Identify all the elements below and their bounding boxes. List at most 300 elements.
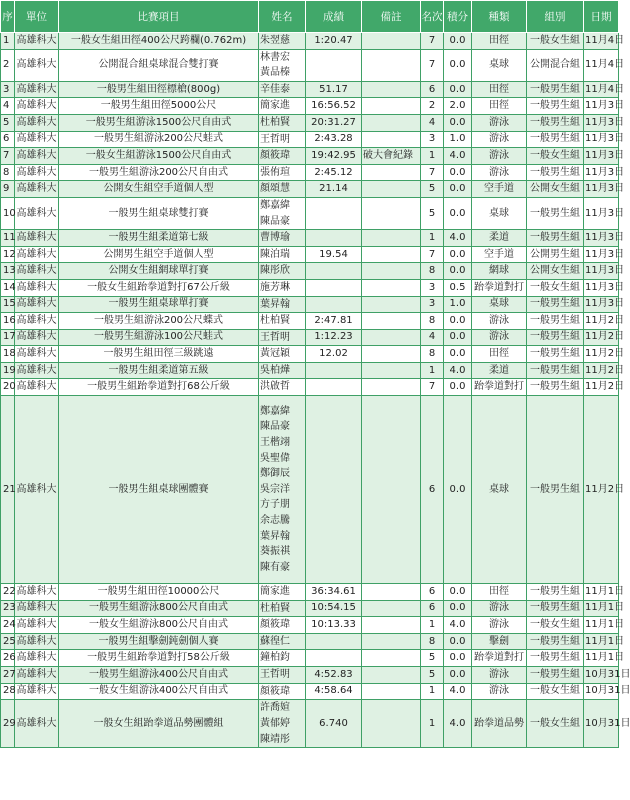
note-cell (362, 49, 421, 81)
table-row (1, 279, 619, 296)
kind-cell: 游泳 (472, 617, 527, 634)
unit-cell: 高雄科大 (15, 346, 59, 363)
header-group: 組別 (527, 1, 584, 33)
event-cell: 一般男生組游泳400公尺自由式 (59, 667, 259, 684)
kind-cell: 跆拳道對打 (472, 279, 527, 296)
result-cell: 10:13.33 (306, 617, 362, 634)
name-cell (259, 683, 306, 700)
kind-cell: 游泳 (472, 164, 527, 181)
unit-cell: 高雄科大 (15, 81, 59, 98)
note-cell (362, 329, 421, 346)
table-row (1, 98, 619, 115)
header-rank: 名次 (421, 1, 444, 33)
table-row (1, 181, 619, 198)
group-cell: 一般男生組 (527, 362, 584, 379)
header-row (1, 1, 619, 33)
group-cell: 一般女生組 (527, 700, 584, 748)
unit-cell: 高雄科大 (15, 600, 59, 617)
athlete-name: 林書宏 (260, 51, 290, 63)
note-cell (362, 279, 421, 296)
rank-cell: 5 (421, 197, 444, 229)
table-row (1, 683, 619, 700)
event-cell: 一般女生組游泳800公尺自由式 (59, 617, 259, 634)
points-cell: 4.0 (444, 700, 472, 748)
rank-cell: 1 (421, 362, 444, 379)
result-cell (306, 279, 362, 296)
athlete-name: 鄭嘉緯 (260, 405, 290, 417)
points-cell: 0.5 (444, 279, 472, 296)
date-cell: 11月2日 (584, 362, 619, 379)
unit-cell: 高雄科大 (15, 98, 59, 115)
seq-cell: 14 (1, 279, 15, 296)
group-cell: 一般男生組 (527, 98, 584, 115)
seq-cell: 17 (1, 329, 15, 346)
name-cell (259, 181, 306, 198)
rank-cell: 8 (421, 346, 444, 363)
note-cell (362, 362, 421, 379)
unit-cell: 高雄科大 (15, 584, 59, 601)
event-cell: 一般男生組田徑10000公尺 (59, 584, 259, 601)
rank-cell: 7 (421, 246, 444, 263)
note-cell (362, 600, 421, 617)
rank-cell: 6 (421, 600, 444, 617)
rank-cell: 6 (421, 584, 444, 601)
date-cell: 11月3日 (584, 98, 619, 115)
rank-cell: 3 (421, 279, 444, 296)
points-cell: 0.0 (444, 49, 472, 81)
kind-cell: 游泳 (472, 131, 527, 148)
table-row (1, 33, 619, 50)
note-cell: 破大會紀錄 (362, 148, 421, 165)
seq-cell: 6 (1, 131, 15, 148)
points-cell: 0.0 (444, 584, 472, 601)
group-cell: 一般女生組 (527, 279, 584, 296)
result-cell (306, 396, 362, 584)
event-cell: 一般男生組桌球單打賽 (59, 296, 259, 313)
table-row (1, 131, 619, 148)
seq-cell: 9 (1, 181, 15, 198)
rank-cell: 7 (421, 33, 444, 50)
unit-cell: 高雄科大 (15, 379, 59, 396)
date-cell: 11月2日 (584, 379, 619, 396)
kind-cell: 空手道 (472, 181, 527, 198)
date-cell: 11月1日 (584, 650, 619, 667)
points-cell: 0.0 (444, 246, 472, 263)
group-cell: 一般男生組 (527, 346, 584, 363)
seq-cell: 15 (1, 296, 15, 313)
date-cell: 11月1日 (584, 633, 619, 650)
seq-cell: 12 (1, 246, 15, 263)
seq-cell: 5 (1, 114, 15, 131)
date-cell: 11月3日 (584, 197, 619, 229)
kind-cell: 游泳 (472, 600, 527, 617)
unit-cell: 高雄科大 (15, 650, 59, 667)
group-cell: 一般男生組 (527, 584, 584, 601)
group-cell: 一般男生組 (527, 396, 584, 584)
kind-cell: 網球 (472, 263, 527, 280)
seq-cell: 29 (1, 700, 15, 748)
result-cell (306, 230, 362, 247)
unit-cell: 高雄科大 (15, 148, 59, 165)
results-body (1, 33, 630, 748)
points-cell: 0.0 (444, 633, 472, 650)
event-cell: 一般男生組田徑標槍(800g) (59, 81, 259, 98)
result-cell: 2:47.81 (306, 313, 362, 330)
table-row (1, 49, 619, 81)
table-row (1, 81, 619, 98)
event-cell: 一般男生組游泳800公尺自由式 (59, 600, 259, 617)
result-cell (306, 633, 362, 650)
unit-cell: 高雄科大 (15, 700, 59, 748)
athlete-name: 顏筱瑋 (260, 150, 290, 162)
seq-cell: 18 (1, 346, 15, 363)
athlete-name: 葉昇翰 (260, 298, 290, 310)
athlete-name: 蘇徨仁 (260, 635, 290, 647)
seq-cell: 13 (1, 263, 15, 280)
result-cell: 1:12.23 (306, 329, 362, 346)
kind-cell: 游泳 (472, 114, 527, 131)
kind-cell: 柔道 (472, 362, 527, 379)
note-cell (362, 263, 421, 280)
athlete-name: 陳彤欣 (260, 265, 290, 277)
note-cell (362, 313, 421, 330)
seq-cell: 28 (1, 683, 15, 700)
points-cell: 2.0 (444, 98, 472, 115)
name-cell (259, 114, 306, 131)
seq-cell: 8 (1, 164, 15, 181)
unit-cell: 高雄科大 (15, 633, 59, 650)
name-cell (259, 362, 306, 379)
rank-cell: 5 (421, 650, 444, 667)
points-cell: 0.0 (444, 164, 472, 181)
kind-cell: 空手道 (472, 246, 527, 263)
note-cell (362, 164, 421, 181)
date-cell: 11月4日 (584, 81, 619, 98)
seq-cell: 2 (1, 49, 15, 81)
group-cell: 一般男生組 (527, 313, 584, 330)
rank-cell: 6 (421, 396, 444, 584)
kind-cell: 游泳 (472, 683, 527, 700)
rank-cell: 2 (421, 98, 444, 115)
event-cell: 一般男生組田徑三級跳遠 (59, 346, 259, 363)
result-cell (306, 362, 362, 379)
name-cell (259, 148, 306, 165)
athlete-name: 張侑瑄 (260, 166, 290, 178)
kind-cell: 桌球 (472, 396, 527, 584)
athlete-name: 王楷翊 (260, 436, 290, 448)
table-row (1, 313, 619, 330)
result-cell (306, 296, 362, 313)
athlete-name: 吳聖偉 (260, 452, 290, 464)
note-cell (362, 683, 421, 700)
athlete-name: 朱翌慈 (260, 35, 290, 46)
rank-cell: 4 (421, 329, 444, 346)
name-cell (259, 379, 306, 396)
unit-cell: 高雄科大 (15, 246, 59, 263)
athlete-name: 許喬媗 (260, 702, 290, 714)
event-cell: 公開女生組網球單打賽 (59, 263, 259, 280)
rank-cell: 4 (421, 114, 444, 131)
name-cell (259, 230, 306, 247)
table-row (1, 617, 619, 634)
name-cell (259, 650, 306, 667)
seq-cell: 24 (1, 617, 15, 634)
event-cell: 一般女生組田徑400公尺跨欄(0.762m) (59, 33, 259, 50)
seq-cell: 23 (1, 600, 15, 617)
points-cell: 0.0 (444, 114, 472, 131)
athlete-name: 鐘柏鈞 (260, 652, 290, 664)
header-note: 備註 (362, 1, 421, 33)
athlete-name: 陳品豪 (260, 421, 290, 433)
athlete-name: 鄭御辰 (260, 468, 290, 480)
group-cell: 一般男生組 (527, 197, 584, 229)
table-row (1, 296, 619, 313)
points-cell: 0.0 (444, 33, 472, 50)
note-cell (362, 98, 421, 115)
unit-cell: 高雄科大 (15, 181, 59, 198)
header-points: 積分 (444, 1, 472, 33)
result-cell: 4:58.64 (306, 683, 362, 700)
note-cell (362, 650, 421, 667)
table-row (1, 230, 619, 247)
unit-cell: 高雄科大 (15, 667, 59, 684)
rank-cell: 1 (421, 683, 444, 700)
athlete-name: 葉昇翰 (260, 530, 290, 542)
athlete-name: 王哲明 (260, 133, 290, 145)
result-cell (306, 650, 362, 667)
points-cell: 0.0 (444, 197, 472, 229)
event-cell: 公開男生組空手道個人型 (59, 246, 259, 263)
table-row (1, 633, 619, 650)
unit-cell: 高雄科大 (15, 279, 59, 296)
seq-cell: 25 (1, 633, 15, 650)
group-cell: 一般男生組 (527, 164, 584, 181)
note-cell (362, 296, 421, 313)
result-cell: 12.02 (306, 346, 362, 363)
seq-cell: 7 (1, 148, 15, 165)
table-row (1, 346, 619, 363)
date-cell: 11月2日 (584, 313, 619, 330)
table-row (1, 667, 619, 684)
seq-cell: 26 (1, 650, 15, 667)
result-cell: 19.54 (306, 246, 362, 263)
result-cell (306, 197, 362, 229)
unit-cell: 高雄科大 (15, 164, 59, 181)
event-cell: 一般男生組跆拳道對打68公斤級 (59, 379, 259, 396)
result-cell: 51.17 (306, 81, 362, 98)
group-cell: 一般女生組 (527, 683, 584, 700)
date-cell: 11月3日 (584, 114, 619, 131)
kind-cell: 跆拳道品勢 (472, 700, 527, 748)
kind-cell: 游泳 (472, 148, 527, 165)
seq-cell: 22 (1, 584, 15, 601)
event-cell: 公開混合組桌球混合雙打賽 (59, 49, 259, 81)
unit-cell: 高雄科大 (15, 114, 59, 131)
group-cell: 一般男生組 (527, 81, 584, 98)
header-seq: 序 (1, 1, 15, 33)
unit-cell: 高雄科大 (15, 683, 59, 700)
name-cell (259, 81, 306, 98)
note-cell (362, 379, 421, 396)
table-row (1, 396, 619, 584)
name-cell (259, 633, 306, 650)
header-name: 姓名 (259, 1, 306, 33)
result-cell (306, 379, 362, 396)
event-cell: 一般男生組游泳200公尺蝶式 (59, 313, 259, 330)
result-cell: 21.14 (306, 181, 362, 198)
result-cell: 1:20.47 (306, 33, 362, 50)
points-cell: 4.0 (444, 617, 472, 634)
note-cell (362, 131, 421, 148)
date-cell: 11月2日 (584, 396, 619, 584)
event-cell: 一般男生組擊劍鈍劍個人賽 (59, 633, 259, 650)
seq-cell: 21 (1, 396, 15, 584)
kind-cell: 桌球 (472, 197, 527, 229)
event-cell: 一般女生組游泳400公尺自由式 (59, 683, 259, 700)
group-cell: 一般女生組 (527, 33, 584, 50)
kind-cell: 田徑 (472, 98, 527, 115)
date-cell: 10月31日 (584, 700, 619, 748)
kind-cell: 桌球 (472, 296, 527, 313)
name-cell (259, 296, 306, 313)
points-cell: 1.0 (444, 296, 472, 313)
unit-cell: 高雄科大 (15, 362, 59, 379)
date-cell: 11月2日 (584, 329, 619, 346)
rank-cell: 8 (421, 633, 444, 650)
date-cell: 11月4日 (584, 33, 619, 50)
date-cell: 11月3日 (584, 131, 619, 148)
athlete-name: 辛佳泰 (260, 83, 290, 95)
kind-cell: 桌球 (472, 49, 527, 81)
unit-cell: 高雄科大 (15, 313, 59, 330)
points-cell: 0.0 (444, 346, 472, 363)
result-cell: 6.740 (306, 700, 362, 748)
event-cell: 公開女生組空手道個人型 (59, 181, 259, 198)
seq-cell: 19 (1, 362, 15, 379)
athlete-name: 簡家進 (260, 100, 290, 112)
note-cell (362, 33, 421, 50)
rank-cell: 3 (421, 296, 444, 313)
name-cell (259, 617, 306, 634)
athlete-name: 王哲明 (260, 331, 290, 343)
note-cell (362, 197, 421, 229)
athlete-name: 吳宗洋 (260, 483, 290, 495)
group-cell: 一般女生組 (527, 617, 584, 634)
athlete-name: 顏筱瑋 (260, 619, 290, 631)
athlete-name: 曹博瑜 (260, 232, 290, 244)
table-row (1, 584, 619, 601)
points-cell: 0.0 (444, 667, 472, 684)
rank-cell: 7 (421, 164, 444, 181)
name-cell (259, 246, 306, 263)
group-cell: 一般女生組 (527, 148, 584, 165)
athlete-name: 陳泊瑞 (260, 248, 290, 260)
event-cell: 一般女生組跆拳道對打67公斤級 (59, 279, 259, 296)
date-cell: 10月31日 (584, 667, 619, 684)
kind-cell: 跆拳道對打 (472, 379, 527, 396)
name-cell (259, 131, 306, 148)
name-cell (259, 33, 306, 50)
athlete-name: 杜柏賢 (260, 116, 290, 128)
name-cell (259, 346, 306, 363)
event-cell: 一般男生組柔道第五級 (59, 362, 259, 379)
event-cell: 一般女生組跆拳道品勢團體組 (59, 700, 259, 748)
name-cell (259, 263, 306, 280)
athlete-name: 簡家進 (260, 586, 290, 598)
points-cell: 4.0 (444, 148, 472, 165)
event-cell: 一般女生組游泳1500公尺自由式 (59, 148, 259, 165)
seq-cell: 3 (1, 81, 15, 98)
result-cell: 10:54.15 (306, 600, 362, 617)
date-cell: 11月3日 (584, 148, 619, 165)
points-cell: 4.0 (444, 230, 472, 247)
rank-cell: 7 (421, 49, 444, 81)
points-cell: 0.0 (444, 81, 472, 98)
rank-cell: 3 (421, 131, 444, 148)
unit-cell: 高雄科大 (15, 396, 59, 584)
rank-cell: 8 (421, 263, 444, 280)
group-cell: 一般男生組 (527, 600, 584, 617)
seq-cell: 4 (1, 98, 15, 115)
table-row (1, 148, 619, 165)
result-cell: 20:31.27 (306, 114, 362, 131)
note-cell (362, 81, 421, 98)
date-cell: 11月3日 (584, 246, 619, 263)
athlete-name: 方子朋 (260, 499, 290, 511)
kind-cell: 跆拳道對打 (472, 650, 527, 667)
kind-cell: 田徑 (472, 584, 527, 601)
points-cell: 0.0 (444, 600, 472, 617)
athlete-name: 杜柏賢 (260, 602, 290, 614)
rank-cell: 1 (421, 230, 444, 247)
event-cell: 一般男生組桌球雙打賽 (59, 197, 259, 229)
seq-cell: 11 (1, 230, 15, 247)
table-row (1, 329, 619, 346)
athlete-name: 黃冠穎 (260, 348, 290, 360)
athlete-name: 余志騰 (260, 514, 290, 526)
event-cell: 一般男生組游泳100公尺蛙式 (59, 329, 259, 346)
result-cell (306, 263, 362, 280)
unit-cell: 高雄科大 (15, 197, 59, 229)
athlete-name: 黃郁婷 (260, 717, 290, 729)
date-cell: 10月31日 (584, 683, 619, 700)
date-cell: 11月1日 (584, 584, 619, 601)
seq-cell: 1 (1, 33, 15, 50)
group-cell: 一般男生組 (527, 633, 584, 650)
points-cell: 0.0 (444, 650, 472, 667)
points-cell: 4.0 (444, 683, 472, 700)
rank-cell: 5 (421, 667, 444, 684)
athlete-name: 杜柏賢 (260, 315, 290, 327)
unit-cell: 高雄科大 (15, 296, 59, 313)
name-cell (259, 329, 306, 346)
points-cell: 0.0 (444, 263, 472, 280)
unit-cell: 高雄科大 (15, 131, 59, 148)
points-cell: 0.0 (444, 379, 472, 396)
name-cell (259, 396, 306, 584)
group-cell: 一般男生組 (527, 667, 584, 684)
unit-cell: 高雄科大 (15, 33, 59, 50)
table-row (1, 164, 619, 181)
kind-cell: 柔道 (472, 230, 527, 247)
date-cell: 11月3日 (584, 230, 619, 247)
points-cell: 0.0 (444, 396, 472, 584)
date-cell: 11月3日 (584, 296, 619, 313)
kind-cell: 田徑 (472, 33, 527, 50)
athlete-name: 顏筱瑋 (260, 685, 290, 697)
athlete-name: 顏頌慧 (260, 183, 290, 195)
rank-cell: 1 (421, 700, 444, 748)
